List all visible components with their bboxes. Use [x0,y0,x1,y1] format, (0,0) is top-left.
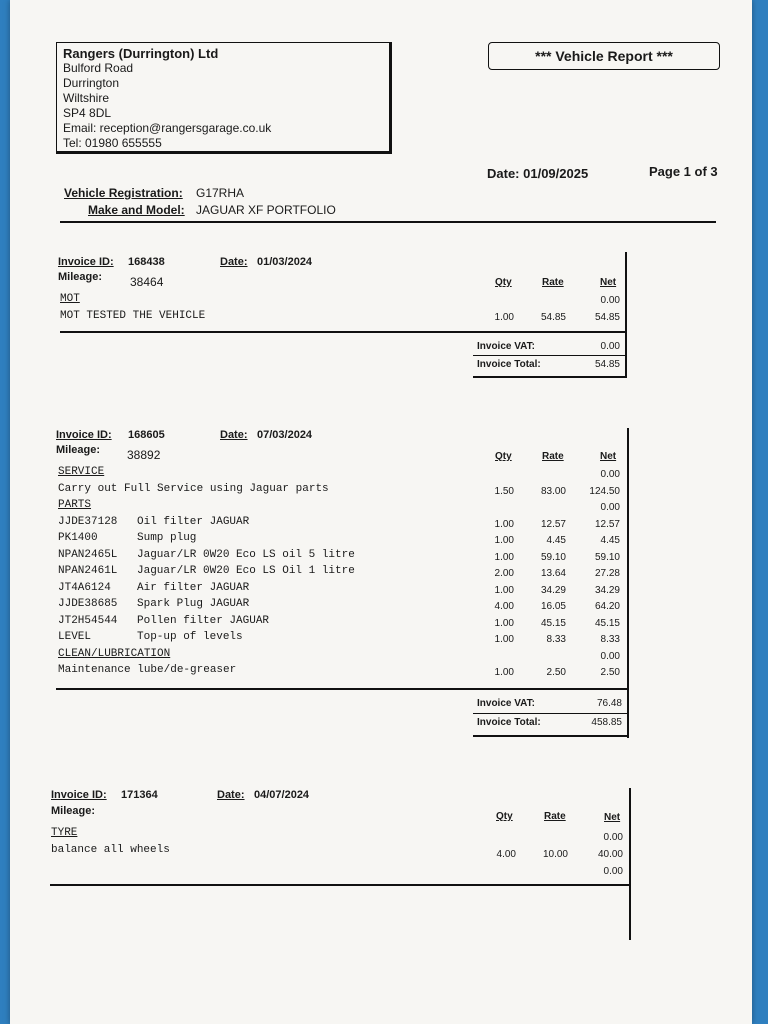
part-code: JT4A6124 [58,582,111,594]
mileage-label: Mileage: [56,444,101,456]
qty-value: 1.00 [494,618,514,629]
invoice-vat-label: Invoice VAT: [477,341,535,352]
net-value: 4.45 [600,535,620,546]
net-header: Net [600,277,617,288]
qty-value: 1.00 [494,535,514,546]
line-description: Top-up of levels [137,631,243,643]
qty-value: 4.00 [494,601,514,612]
net-value: 27.28 [594,568,620,579]
qty-value: 1.00 [494,585,514,596]
net-value: 12.57 [594,519,620,530]
net-value: 45.15 [594,618,620,629]
qty-value: 2.00 [494,568,514,579]
mileage-value: 38464 [130,275,164,289]
net-value: 59.10 [594,552,620,563]
rate-value: 10.00 [542,849,568,860]
invoice-id-label: Invoice ID: [56,429,112,441]
part-code: NPAN2465L [58,549,118,561]
invoice-total-label: Invoice Total: [477,717,541,728]
qty-header: Qty [495,277,512,288]
rate-value: 4.45 [546,535,566,546]
invoice-divider [60,331,626,333]
part-code: JT2H54544 [58,615,118,627]
company-telephone: Tel: 01980 655555 [63,136,162,150]
vehicle-registration-label: Vehicle Registration: [64,186,183,200]
make-model-label: Make and Model: [88,203,185,217]
invoice-date-value: 07/03/2024 [257,429,313,441]
invoice-vat-value: 76.48 [596,698,622,709]
mileage-label: Mileage: [51,805,96,817]
rate-value: 59.10 [540,552,566,563]
net-value: 34.29 [594,585,620,596]
qty-header: Qty [496,811,513,822]
invoice-id-value: 171364 [121,789,158,801]
qty-value: 1.00 [494,634,514,645]
invoice-right-border [627,428,629,738]
net-value: 54.85 [594,312,620,323]
qty-header: Qty [495,451,512,462]
make-model-value: JAGUAR XF PORTFOLIO [196,203,336,217]
net-value: 8.33 [600,634,620,645]
section-heading: SERVICE [58,466,105,478]
header-divider [60,221,716,223]
address-line-1: Bulford Road [63,61,134,75]
qty-value: 1.00 [494,519,514,530]
rate-value: 83.00 [540,486,566,497]
line-description: Air filter JAGUAR [137,582,250,594]
net-header: Net [600,451,617,462]
page-number: Page 1 of 3 [649,164,718,179]
net-value: 40.00 [597,849,623,860]
invoice-right-border [629,788,631,940]
invoice-total-value: 458.85 [591,717,622,728]
line-description: Sump plug [137,532,197,544]
rate-value: 54.85 [540,312,566,323]
line-description: Jaguar/LR 0W20 Eco LS Oil 1 litre [137,565,355,577]
vehicle-registration-value: G17RHA [196,186,245,200]
totals-divider [473,355,626,356]
net-value: 2.50 [600,667,620,678]
address-postcode: SP4 8DL [63,106,112,120]
net-value: 0.00 [603,832,623,843]
invoice-total-label: Invoice Total: [477,359,541,370]
report-page [10,0,752,1024]
part-code: NPAN2461L [58,565,118,577]
rate-header: Rate [544,811,566,822]
qty-value: 4.00 [496,849,516,860]
invoice-id-label: Invoice ID: [51,789,107,801]
qty-value: 1.50 [494,486,514,497]
net-header: Net [604,812,621,823]
rate-value: 8.33 [546,634,566,645]
line-description: Spark Plug JAGUAR [137,598,250,610]
company-email: Email: reception@rangersgarage.co.uk [63,121,272,135]
mileage-label: Mileage: [58,271,103,283]
section-heading: CLEAN/LUBRICATION [58,648,171,660]
line-description: Pollen filter JAGUAR [137,615,270,627]
section-heading: TYRE [51,827,78,839]
report-title: *** Vehicle Report *** [488,42,720,70]
invoice-id-label: Invoice ID: [58,256,114,268]
net-value: 0.00 [603,866,623,877]
section-heading: PARTS [58,499,92,511]
net-value: 124.50 [589,486,620,497]
part-code: JJDE38685 [58,598,118,610]
totals-bottom-line [473,376,626,378]
part-code: JJDE37128 [58,516,118,528]
company-address-box [56,42,392,154]
invoice-id-value: 168605 [128,429,165,441]
invoice-vat-value: 0.00 [600,341,620,352]
company-name: Rangers (Durrington) Ltd [63,46,219,61]
mileage-value: 38892 [127,448,161,462]
invoice-date-value: 01/03/2024 [257,256,313,268]
address-county: Wiltshire [63,91,110,105]
invoice-total-value: 54.85 [594,359,620,370]
line-description: balance all wheels [51,844,170,856]
line-description: Jaguar/LR 0W20 Eco LS oil 5 litre [137,549,355,561]
rate-value: 45.15 [540,618,566,629]
line-description: Oil filter JAGUAR [137,516,250,528]
invoice-date-label: Date: [220,256,248,268]
net-value: 0.00 [600,502,620,513]
report-date: Date: 01/09/2025 [487,166,589,181]
rate-value: 34.29 [540,585,566,596]
rate-value: 13.64 [540,568,566,579]
qty-value: 1.00 [494,552,514,563]
totals-divider [473,713,628,714]
invoice-right-border [625,252,627,378]
rate-header: Rate [542,451,564,462]
invoice-date-label: Date: [220,429,248,441]
qty-value: 1.00 [494,667,514,678]
line-description: MOT TESTED THE VEHICLE [60,310,206,322]
net-value: 0.00 [600,295,620,306]
part-code: PK1400 [58,532,98,544]
rate-value: 16.05 [540,601,566,612]
invoice-date-value: 04/07/2024 [254,789,310,801]
qty-value: 1.00 [494,312,514,323]
line-description: Carry out Full Service using Jaguar parts [58,483,329,495]
invoice-vat-label: Invoice VAT: [477,698,535,709]
line-description: Maintenance lube/de-greaser [58,664,237,676]
invoice-id-value: 168438 [128,256,165,268]
net-value: 0.00 [600,651,620,662]
rate-header: Rate [542,277,564,288]
invoice-divider [50,884,630,886]
part-code: LEVEL [58,631,92,643]
invoice-date-label: Date: [217,789,245,801]
section-heading: MOT [60,293,80,305]
rate-value: 2.50 [546,667,566,678]
totals-bottom-line [473,735,628,737]
rate-value: 12.57 [540,519,566,530]
net-value: 64.20 [594,601,620,612]
net-value: 0.00 [600,469,620,480]
invoice-divider [56,688,628,690]
address-line-2: Durrington [63,76,120,90]
